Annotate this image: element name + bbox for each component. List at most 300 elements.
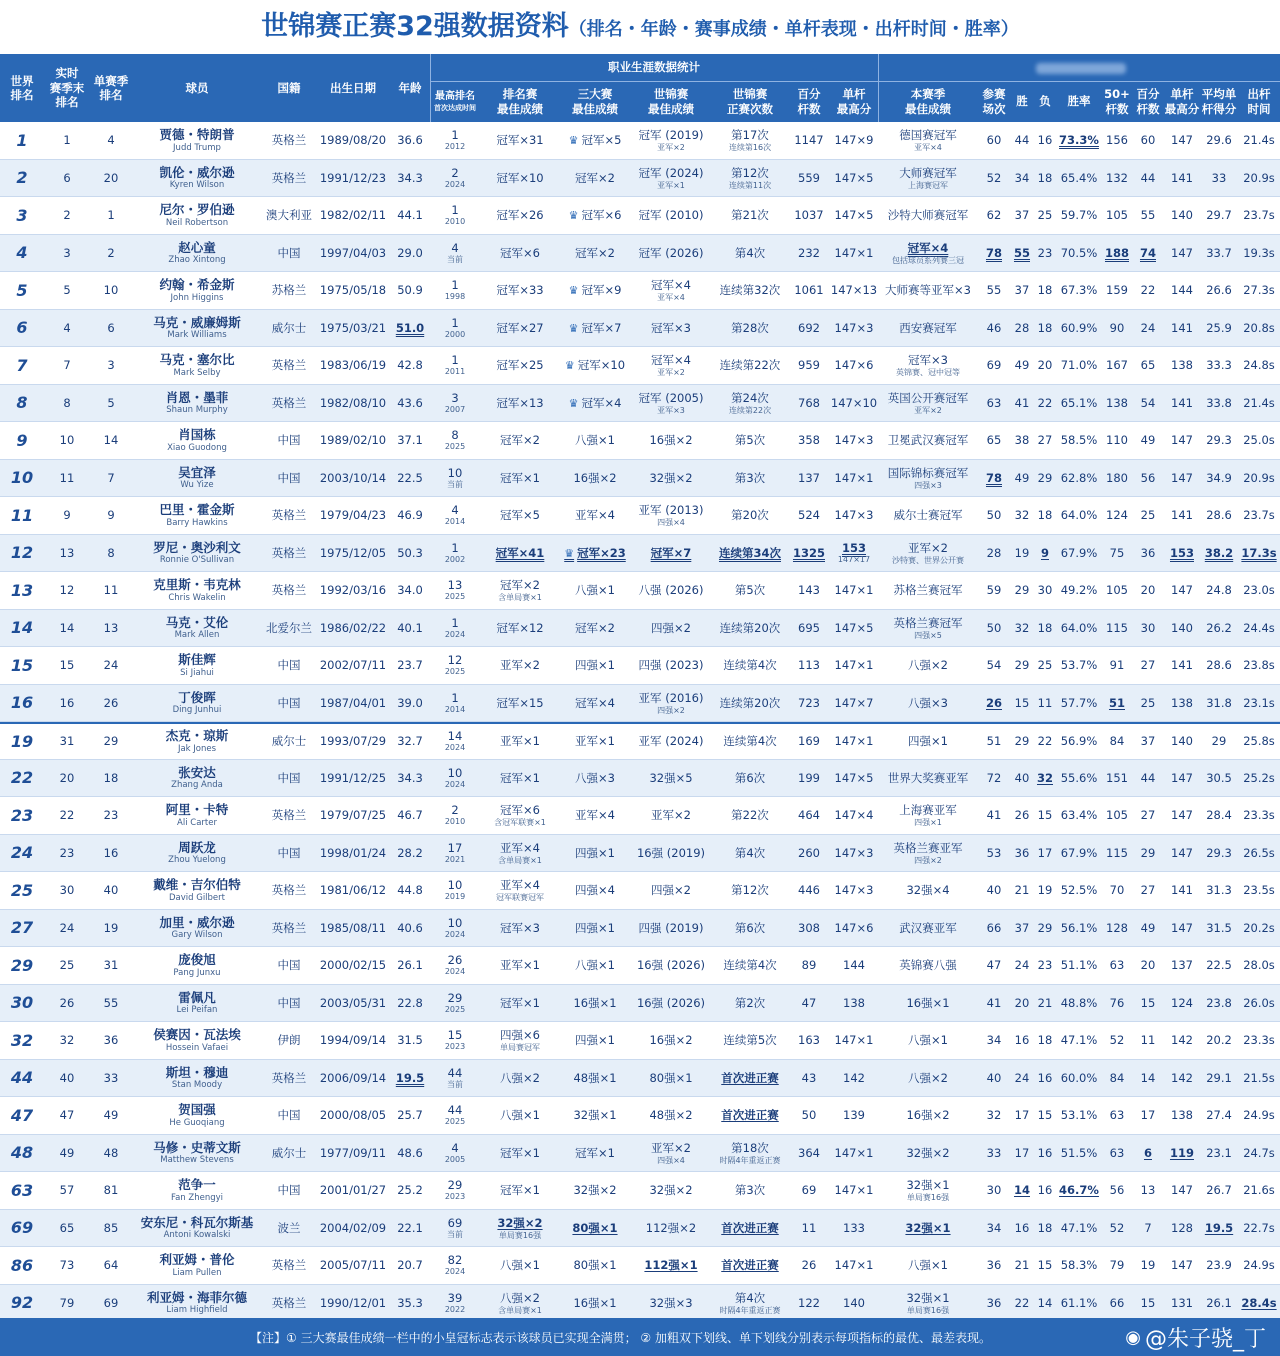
- value-sh: 140: [1171, 208, 1193, 223]
- value-nat: 英格兰: [271, 133, 307, 148]
- cell-sr: [90, 1060, 132, 1097]
- cell-hr: [430, 197, 480, 234]
- cell-sc: [1132, 310, 1164, 347]
- cell-f: [1102, 535, 1132, 572]
- cell-cent: [788, 835, 830, 872]
- value-sc: 11: [1140, 1033, 1156, 1048]
- cell-nat: [262, 1285, 316, 1322]
- value-cn: 侯赛因・瓦法埃: [153, 1027, 241, 1043]
- cell-cn: [132, 1135, 262, 1172]
- cell-w: [1010, 272, 1034, 309]
- cell-wrt: [1056, 422, 1102, 459]
- cell-m: [978, 310, 1010, 347]
- cell-wrt: [1056, 1060, 1102, 1097]
- cell-sh: [1164, 1097, 1200, 1134]
- cell-dob: [316, 724, 390, 759]
- value-m: 30: [986, 1183, 1002, 1198]
- value-wr: 6: [16, 318, 28, 338]
- value-l: 14: [1037, 1295, 1053, 1310]
- value-wr: 10: [10, 468, 34, 488]
- value-w: 29: [1014, 583, 1030, 598]
- cell-wb: [630, 760, 712, 797]
- value-st: 21.4s: [1243, 133, 1275, 148]
- cell-wc: [712, 197, 788, 234]
- value-wr: 11: [10, 505, 34, 525]
- value-wr: 16: [10, 693, 34, 713]
- cell-age: [390, 310, 430, 347]
- cell-age: [390, 422, 430, 459]
- cell-rb: [480, 835, 560, 872]
- header-dob: 出生日期: [330, 80, 376, 95]
- cell-mb: [830, 835, 878, 872]
- value-wc: 第17次: [731, 128, 769, 143]
- value-wc: 第3次: [734, 1183, 766, 1198]
- value-nat: 英格兰: [271, 883, 307, 898]
- cell-ab: [1200, 835, 1238, 872]
- value-nat: 英格兰: [271, 1070, 307, 1085]
- value-cn: 马克・艾伦: [165, 614, 229, 630]
- value-wb: 八强 (2026): [638, 583, 704, 598]
- cell-dob: [316, 685, 390, 722]
- cell-lr: [44, 160, 90, 197]
- cell-f: [1102, 1172, 1132, 1209]
- value-cn: 戴维・吉尔伯特: [153, 877, 241, 893]
- cell-mb: [830, 572, 878, 609]
- cell-rb: [480, 872, 560, 909]
- value-wb: 亚军 (2013): [638, 503, 704, 518]
- value-cn: 范争一: [178, 1177, 216, 1193]
- table-row: [0, 535, 1280, 573]
- cell-f: [1102, 835, 1132, 872]
- value-cent: 464: [798, 808, 820, 823]
- header-world-rank: 世界 排名: [10, 73, 34, 102]
- cell-wb: [630, 1022, 712, 1059]
- value-cn: 利亚姆・普伦: [159, 1252, 235, 1268]
- cell-dob: [316, 1210, 390, 1247]
- value-sr: 36: [103, 1033, 119, 1048]
- value-sr: 49: [103, 1108, 119, 1123]
- value-rb: 冠军×41: [495, 545, 545, 560]
- value-wrt: 49.2%: [1060, 583, 1098, 598]
- value-wrt: 48.8%: [1060, 995, 1098, 1010]
- value-f: 138: [1106, 395, 1128, 410]
- value-mb: 147×1: [834, 658, 874, 673]
- cell-w: [1010, 460, 1034, 497]
- value-sc: 55: [1140, 208, 1156, 223]
- cell-hr: [430, 835, 480, 872]
- value-lr: 6: [63, 170, 71, 185]
- value-cent: 260: [798, 845, 820, 860]
- value-sh: 144: [1171, 283, 1193, 298]
- value-mb: 147×1: [834, 1145, 874, 1160]
- value-mb: 147×5: [834, 620, 874, 635]
- cell-nat: [262, 535, 316, 572]
- cell-l: [1034, 685, 1056, 722]
- table-row: [0, 610, 1280, 648]
- cell-rb: [480, 572, 560, 609]
- value-mb: 153: [841, 540, 866, 555]
- value-mb: 147×3: [834, 508, 874, 523]
- value-wr: 69: [10, 1218, 34, 1238]
- table-row: [0, 347, 1280, 385]
- table-row: [0, 385, 1280, 423]
- value-wrt: 67.9%: [1060, 545, 1098, 560]
- cell-ab: [1200, 1022, 1238, 1059]
- value-l: 18: [1037, 1220, 1053, 1235]
- cell-l: [1034, 760, 1056, 797]
- cell-f: [1102, 272, 1132, 309]
- cell-hr: [430, 422, 480, 459]
- value-tb: 冠军×5: [581, 133, 622, 148]
- value-sr: 85: [103, 1220, 119, 1235]
- value-f: 52: [1109, 1033, 1125, 1048]
- value-st: 20.9s: [1243, 170, 1275, 185]
- cell-wr: [0, 760, 44, 797]
- value-m: 52: [986, 170, 1002, 185]
- cell-hr: [430, 1097, 480, 1134]
- value-wr: 14: [10, 618, 34, 638]
- cell-wr: [0, 724, 44, 759]
- cell-sb: [878, 160, 978, 197]
- cell-w: [1010, 760, 1034, 797]
- value-cn: 肖恩・墨菲: [165, 389, 229, 405]
- value-dob: 1975/03/21: [319, 320, 387, 335]
- value-sh: 147: [1171, 583, 1193, 598]
- cell-age: [390, 910, 430, 947]
- cell-wr: [0, 347, 44, 384]
- value-cn: 巴里・霍金斯: [159, 502, 235, 518]
- value-wb: 四强×2: [651, 620, 691, 635]
- value-sb: 冠军×4: [907, 240, 949, 255]
- value-lr: 11: [59, 470, 75, 485]
- value-sr: 48: [103, 1145, 119, 1160]
- value-wc: 连续第32次: [719, 283, 781, 298]
- value-sb: 16强×1: [906, 995, 950, 1010]
- value-ab: 33.7: [1206, 245, 1232, 260]
- cell-st: [1238, 1097, 1280, 1134]
- value-wb: 亚军×2: [651, 808, 691, 823]
- value-age: 50.9: [397, 283, 423, 298]
- value-sc: 74: [1139, 245, 1156, 260]
- cell-wrt: [1056, 535, 1102, 572]
- cell-sc: [1132, 1097, 1164, 1134]
- cell-wb: [630, 310, 712, 347]
- value-dob: 1989/02/10: [319, 433, 387, 448]
- value-rb: 冠军×15: [496, 695, 544, 710]
- value-nat: 英格兰: [271, 170, 307, 185]
- value-mb: 140: [843, 1295, 865, 1310]
- value-wb: 冠军×3: [651, 320, 691, 335]
- cell-lr: [44, 272, 90, 309]
- value-cn: 庞俊旭: [178, 952, 216, 968]
- cell-cent: [788, 1172, 830, 1209]
- value-sr: 6: [107, 320, 115, 335]
- value-wrt: 53.7%: [1060, 658, 1098, 673]
- value-wrt: 67.3%: [1060, 283, 1098, 298]
- cell-cn: [132, 1285, 262, 1322]
- cell-age: [390, 797, 430, 834]
- cell-wc: [712, 647, 788, 684]
- cell-st: [1238, 610, 1280, 647]
- header-season-rank: 单赛季 排名: [93, 73, 129, 102]
- cell-st: [1238, 422, 1280, 459]
- cell-ab: [1200, 1210, 1238, 1247]
- value-wb: 冠军×7: [650, 545, 692, 560]
- cell-m: [978, 1022, 1010, 1059]
- value-hr: 44: [447, 1065, 463, 1080]
- value-sb: 八强×2: [908, 1070, 948, 1085]
- cell-sh: [1164, 685, 1200, 722]
- value-cent: 959: [798, 358, 820, 373]
- value-ab: 34.9: [1206, 470, 1232, 485]
- cell-m: [978, 1210, 1010, 1247]
- value-age: 46.7: [397, 808, 423, 823]
- sub-en: Matthew Stevens: [160, 1155, 234, 1166]
- value-ab: 20.2: [1206, 1033, 1232, 1048]
- cell-hr: [430, 1135, 480, 1172]
- cell-cn: [132, 985, 262, 1022]
- cell-w: [1010, 310, 1034, 347]
- value-sr: 81: [103, 1183, 119, 1198]
- value-wc: 连续第34次: [718, 545, 781, 560]
- cell-lr: [44, 1172, 90, 1209]
- cell-wr: [0, 160, 44, 197]
- cell-f: [1102, 572, 1132, 609]
- cell-wb: [630, 122, 712, 159]
- value-ab: 33.3: [1206, 358, 1232, 373]
- cell-tb: [560, 572, 630, 609]
- cell-cn: [132, 535, 262, 572]
- cell-rb: [480, 1210, 560, 1247]
- value-f: 63: [1109, 1145, 1125, 1160]
- cell-wrt: [1056, 272, 1102, 309]
- cell-wb: [630, 1060, 712, 1097]
- value-w: 21: [1014, 1258, 1030, 1273]
- value-lr: 32: [59, 1033, 75, 1048]
- value-sb: 32强×1: [906, 1178, 950, 1193]
- value-sb: 大师赛冠军: [899, 165, 957, 180]
- cell-wc: [712, 760, 788, 797]
- cell-wrt: [1056, 760, 1102, 797]
- value-nat: 中国: [277, 995, 301, 1010]
- cell-cn: [132, 760, 262, 797]
- cell-lr: [44, 610, 90, 647]
- cell-nat: [262, 760, 316, 797]
- value-sc: 22: [1140, 283, 1156, 298]
- value-age: 32.7: [397, 734, 423, 749]
- cell-wb: [630, 685, 712, 722]
- cell-sb: [878, 1210, 978, 1247]
- value-hr: 39: [447, 1290, 463, 1305]
- cell-lr: [44, 1210, 90, 1247]
- value-cent: 26: [801, 1258, 817, 1273]
- cell-cn: [132, 835, 262, 872]
- grand-slam-crown-icon: ♛: [564, 546, 575, 560]
- value-tb: 16强×2: [573, 470, 617, 485]
- cell-lr: [44, 1247, 90, 1284]
- cell-lr: [44, 1022, 90, 1059]
- cell-l: [1034, 724, 1056, 759]
- value-ab: 29.6: [1206, 133, 1232, 148]
- value-tb: 冠军×4: [581, 395, 622, 410]
- cell-w: [1010, 872, 1034, 909]
- cell-wb: [630, 872, 712, 909]
- value-hr: 1: [451, 278, 459, 293]
- cell-lr: [44, 1285, 90, 1322]
- value-mb: 142: [843, 1070, 865, 1085]
- cell-sr: [90, 122, 132, 159]
- cell-sr: [90, 1097, 132, 1134]
- cell-hr: [430, 1247, 480, 1284]
- cell-m: [978, 160, 1010, 197]
- value-cn: 丁俊晖: [178, 689, 216, 705]
- cell-rb: [480, 1135, 560, 1172]
- value-ab: 19.5: [1204, 1220, 1234, 1235]
- cell-sc: [1132, 947, 1164, 984]
- cell-cent: [788, 1022, 830, 1059]
- value-sc: 37: [1140, 734, 1156, 749]
- cell-l: [1034, 610, 1056, 647]
- sub-hry: 2025: [444, 442, 466, 452]
- cell-st: [1238, 535, 1280, 572]
- cell-dob: [316, 835, 390, 872]
- cell-dob: [316, 347, 390, 384]
- value-mb: 139: [843, 1108, 865, 1123]
- cell-cent: [788, 1210, 830, 1247]
- value-l: 27: [1037, 433, 1053, 448]
- cell-ab: [1200, 1097, 1238, 1134]
- cell-tb: [560, 647, 630, 684]
- cell-wrt: [1056, 310, 1102, 347]
- cell-l: [1034, 1022, 1056, 1059]
- cell-dob: [316, 310, 390, 347]
- table-row: [0, 835, 1280, 873]
- cell-wrt: [1056, 985, 1102, 1022]
- value-age: 48.6: [397, 1145, 423, 1160]
- value-dob: 1987/04/01: [319, 695, 387, 710]
- value-sh: 142: [1171, 1070, 1193, 1085]
- value-tb: 80强×1: [573, 1258, 617, 1273]
- value-sr: 14: [103, 433, 119, 448]
- cell-sb: [878, 460, 978, 497]
- header-lost: 负: [1039, 94, 1051, 109]
- sub-wbs: 四强×4: [657, 518, 685, 528]
- sub-hry: 2014: [444, 517, 466, 527]
- header-high-rank: 最高排名 首次达成时间: [434, 91, 476, 112]
- value-dob: 1997/04/03: [319, 245, 387, 260]
- cell-sc: [1132, 1247, 1164, 1284]
- table-row: [0, 722, 1280, 760]
- value-hr: 69: [447, 1215, 463, 1230]
- table-row: [0, 647, 1280, 685]
- cell-hr: [430, 122, 480, 159]
- cell-sc: [1132, 347, 1164, 384]
- cell-w: [1010, 985, 1034, 1022]
- cell-hr: [430, 460, 480, 497]
- value-hr: 1: [451, 540, 459, 555]
- value-cent: 1147: [794, 133, 824, 148]
- value-l: 23: [1037, 958, 1053, 973]
- cell-sb: [878, 197, 978, 234]
- sub-sbs: 四强×1: [914, 818, 942, 828]
- sub-hry: 2024: [444, 779, 466, 789]
- cell-nat: [262, 1135, 316, 1172]
- cell-sc: [1132, 1210, 1164, 1247]
- value-ab: 30.5: [1206, 770, 1232, 785]
- table-row: [0, 497, 1280, 535]
- cell-wrt: [1056, 1285, 1102, 1322]
- cell-wr: [0, 835, 44, 872]
- cell-ab: [1200, 872, 1238, 909]
- value-w: 20: [1014, 995, 1030, 1010]
- value-f: 79: [1109, 1258, 1125, 1273]
- cell-sb: [878, 610, 978, 647]
- cell-sc: [1132, 910, 1164, 947]
- sub-wbs: 亚军×2: [657, 143, 685, 153]
- value-st: 22.7s: [1243, 1220, 1275, 1235]
- cell-wr: [0, 947, 44, 984]
- value-tb: 四强×1: [575, 1033, 615, 1048]
- value-wrt: 46.7%: [1059, 1183, 1099, 1198]
- cell-cent: [788, 1060, 830, 1097]
- sub-en: Judd Trump: [173, 142, 221, 153]
- value-cent: 169: [798, 734, 820, 749]
- cell-dob: [316, 1172, 390, 1209]
- table-row: [0, 572, 1280, 610]
- cell-rb: [480, 235, 560, 272]
- cell-cent: [788, 535, 830, 572]
- cell-st: [1238, 497, 1280, 534]
- header-ranking-best: 排名赛 最佳成绩: [497, 87, 543, 116]
- cell-ab: [1200, 1285, 1238, 1322]
- value-cn: 斯佳辉: [178, 652, 216, 668]
- cell-dob: [316, 422, 390, 459]
- sub-sbs: 沙特赛、世界公开赛: [892, 555, 964, 565]
- value-sb: 英国公开赛冠军: [887, 390, 969, 405]
- value-sh: 141: [1171, 883, 1193, 898]
- cell-dob: [316, 497, 390, 534]
- value-rb: 八强×1: [500, 1108, 540, 1123]
- title-main: 世锦赛正赛32强数据资料: [261, 11, 569, 42]
- value-sc: 44: [1140, 770, 1156, 785]
- value-age: 36.6: [397, 133, 423, 148]
- value-dob: 1986/02/22: [319, 620, 387, 635]
- cell-sb: [878, 385, 978, 422]
- cell-rb: [480, 610, 560, 647]
- table-row: [0, 797, 1280, 835]
- value-age: 25.2: [397, 1183, 423, 1198]
- value-cn: 马克・塞尔比: [159, 352, 235, 368]
- value-sh: 124: [1171, 995, 1193, 1010]
- value-sc: 56: [1140, 470, 1156, 485]
- value-sh: 138: [1171, 695, 1193, 710]
- grand-slam-crown-icon: ♛: [568, 284, 579, 298]
- value-wc: 连续第4次: [723, 734, 777, 749]
- cell-dob: [316, 797, 390, 834]
- cell-lr: [44, 910, 90, 947]
- cell-nat: [262, 422, 316, 459]
- value-wrt: 55.6%: [1060, 770, 1098, 785]
- value-f: 110: [1106, 433, 1128, 448]
- value-sr: 4: [107, 133, 115, 148]
- grand-slam-crown-icon: ♛: [568, 209, 579, 223]
- value-cn: 贺国强: [178, 1102, 216, 1118]
- value-tb: 冠军×4: [575, 695, 615, 710]
- cell-sc: [1132, 872, 1164, 909]
- sub-hry: 2023: [444, 1042, 466, 1052]
- value-sh: 147: [1171, 245, 1193, 260]
- cell-rb: [480, 1060, 560, 1097]
